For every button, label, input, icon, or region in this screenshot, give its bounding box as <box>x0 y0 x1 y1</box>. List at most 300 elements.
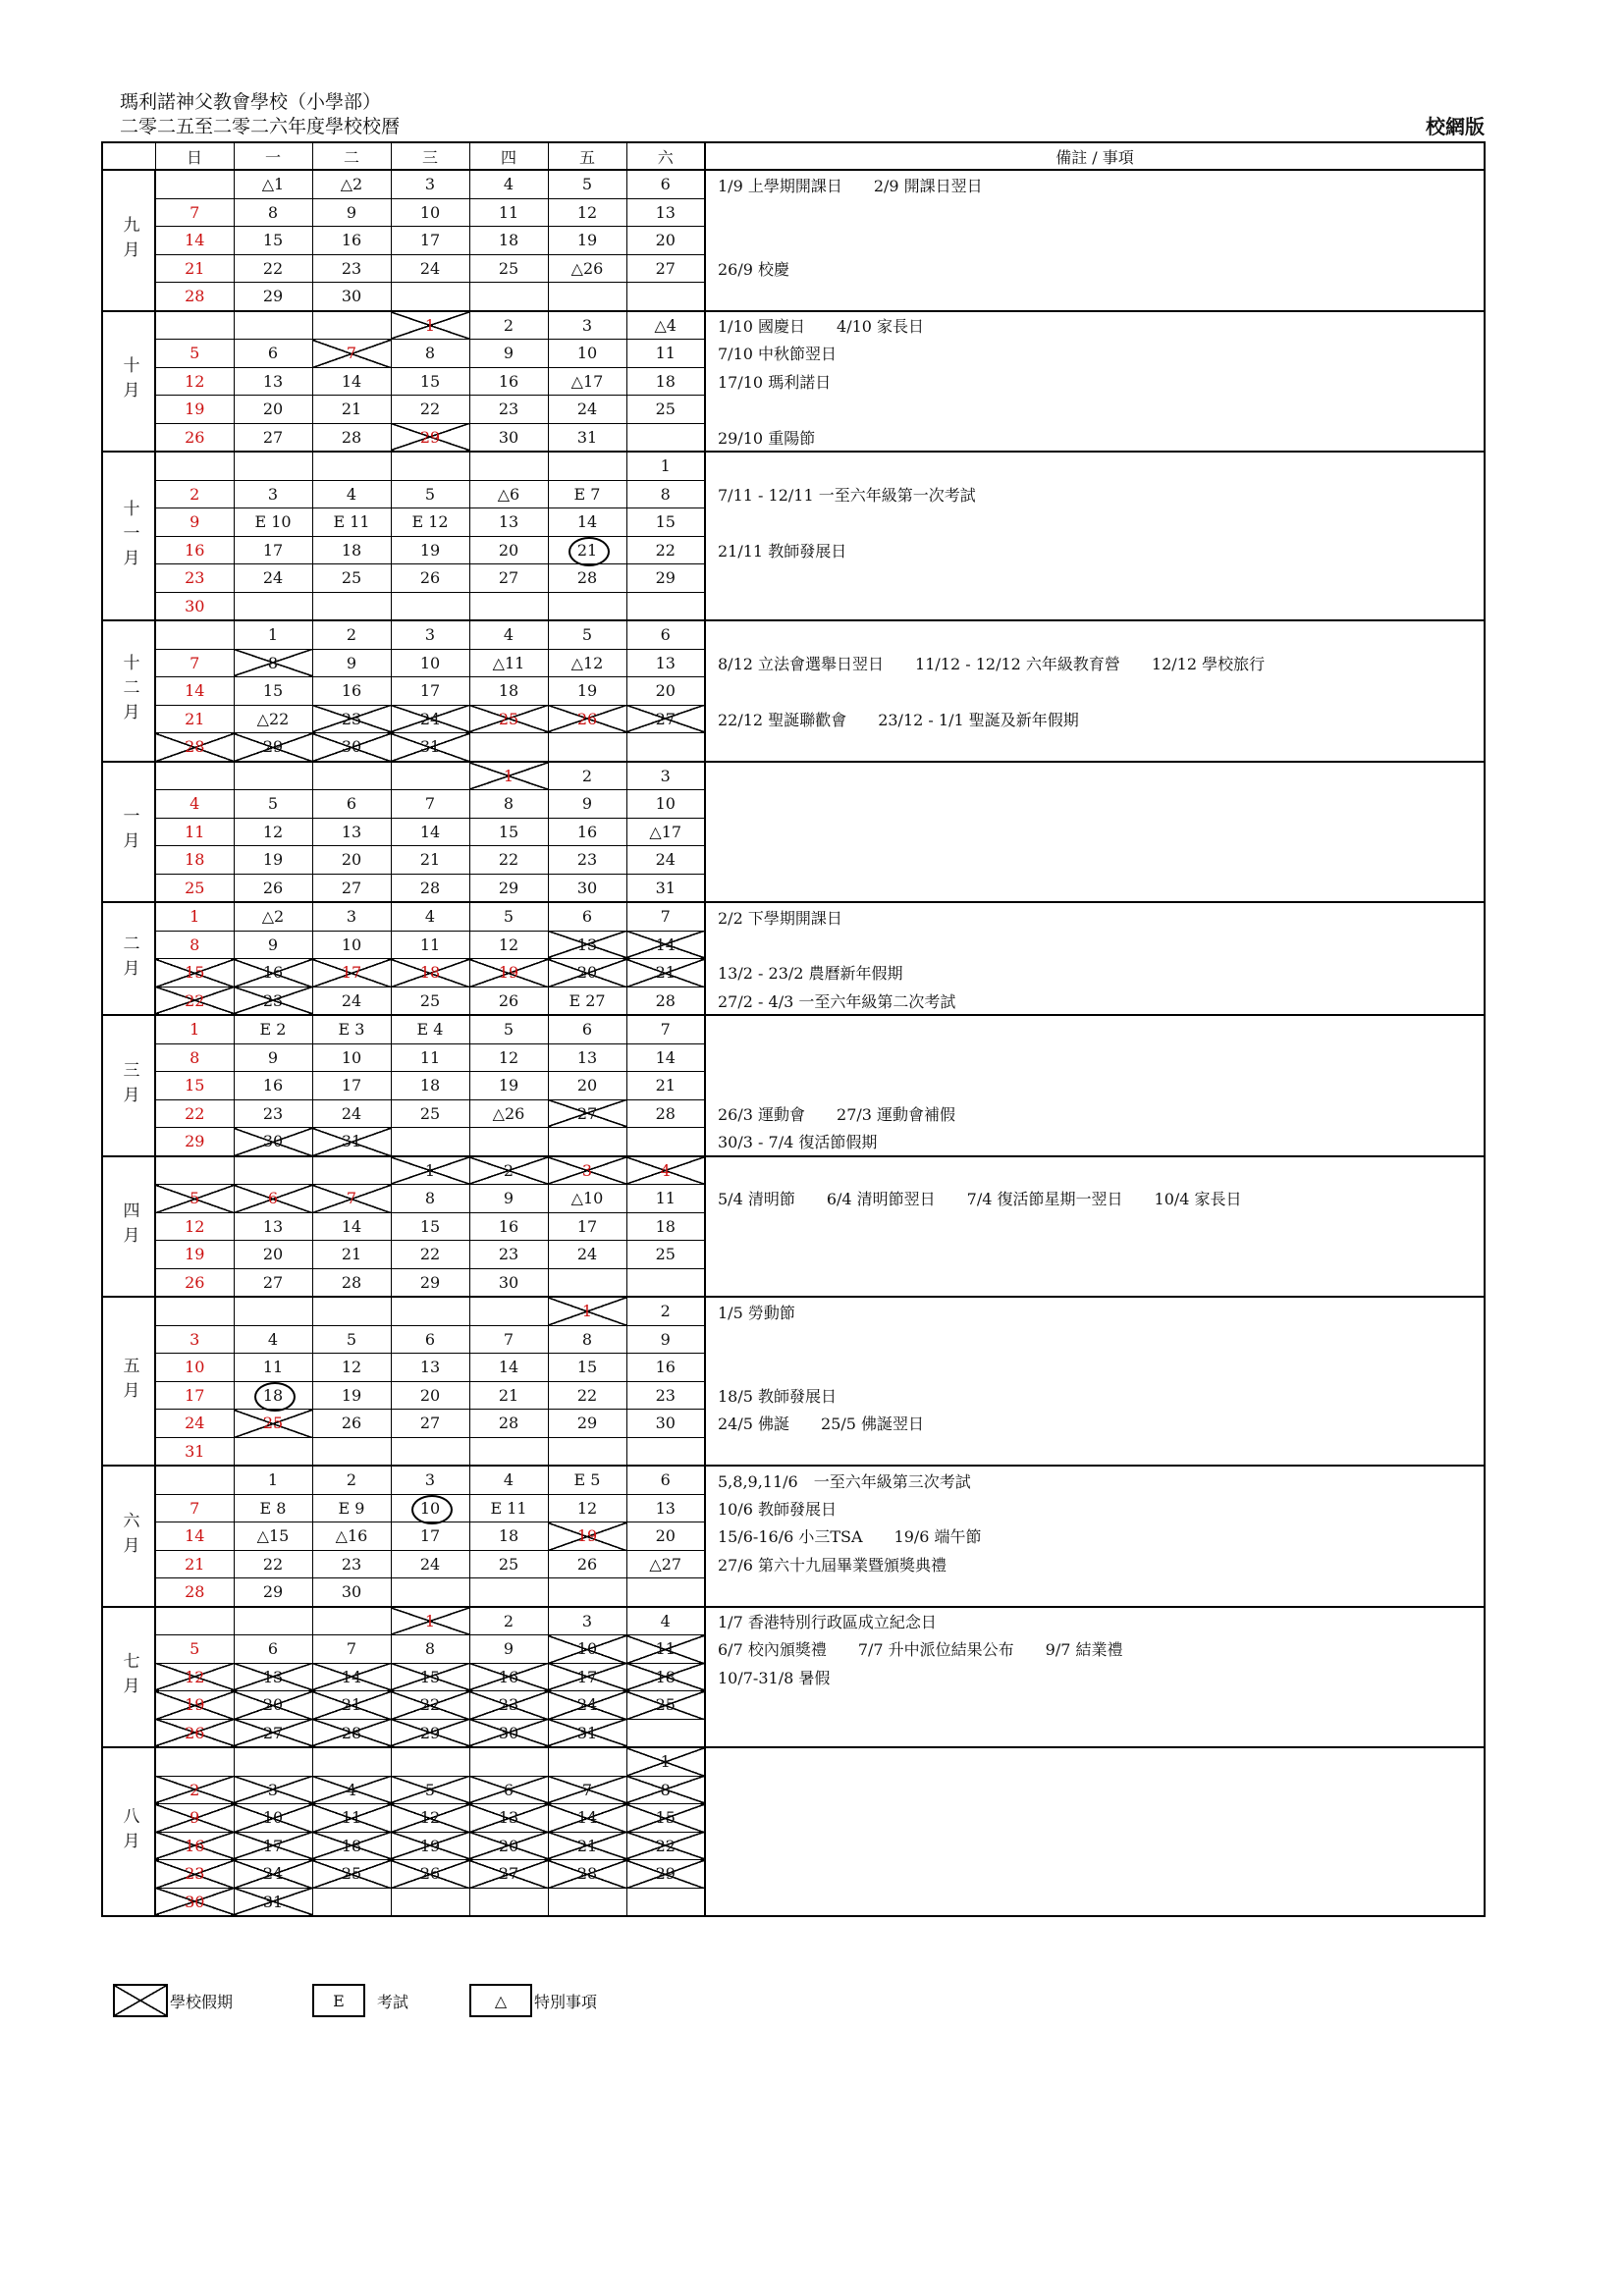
calendar-day: 13 <box>391 1354 469 1382</box>
calendar-day: 18 <box>626 367 705 396</box>
empty-day-cell <box>312 452 391 480</box>
empty-day-cell <box>155 1156 234 1185</box>
calendar-day: 9 <box>155 1804 234 1833</box>
calendar-day: 9 <box>312 198 391 227</box>
calendar-day: △22 <box>234 705 312 733</box>
calendar-day: E 11 <box>312 508 391 537</box>
empty-day-cell <box>469 592 548 620</box>
calendar-day: 5 <box>312 1325 391 1354</box>
event-note <box>705 1268 1485 1297</box>
calendar-day: 19 <box>391 536 469 564</box>
calendar-day: 7 <box>312 1185 391 1213</box>
calendar-day: 6 <box>626 620 705 649</box>
month-label: 八月 <box>102 1747 155 1916</box>
school-name: 瑪利諾神父教會學校（小學部） <box>120 91 382 113</box>
calendar-day: 21 <box>626 959 705 988</box>
calendar-day: 5 <box>548 620 626 649</box>
week-row <box>102 1607 1485 1635</box>
calendar-day: 10 <box>391 649 469 677</box>
calendar-day: 31 <box>548 1719 626 1747</box>
empty-day-cell <box>234 311 312 340</box>
calendar-day: 3 <box>234 480 312 508</box>
calendar-day: 16 <box>155 1832 234 1860</box>
calendar-day: 7 <box>155 198 234 227</box>
calendar-day: 25 <box>391 1099 469 1128</box>
calendar-day: 24 <box>234 564 312 593</box>
event-note <box>705 1691 1485 1720</box>
event-note: 15/6-16/6 小三TSA 19/6 端午節 <box>705 1522 1485 1551</box>
calendar-day: 4 <box>469 170 548 198</box>
week-row <box>102 227 1485 255</box>
calendar-day: △15 <box>234 1522 312 1551</box>
month-label: 七月 <box>102 1607 155 1748</box>
calendar-day: 6 <box>548 1015 626 1043</box>
week-row <box>102 1297 1485 1325</box>
calendar-day: △2 <box>312 170 391 198</box>
calendar-day: 6 <box>469 1776 548 1804</box>
calendar-day: 6 <box>626 170 705 198</box>
empty-day-cell <box>391 1128 469 1156</box>
event-note: 22/12 聖誕聯歡會 23/12 - 1/1 聖誕及新年假期 <box>705 705 1485 733</box>
calendar-day: 18 <box>312 536 391 564</box>
calendar-day: E 8 <box>234 1494 312 1522</box>
calendar-day: 23 <box>469 396 548 424</box>
calendar-day: 2 <box>155 1776 234 1804</box>
empty-day-cell <box>626 283 705 311</box>
calendar-day: 14 <box>155 677 234 706</box>
calendar-day: 13 <box>626 649 705 677</box>
calendar-day: 23 <box>234 1099 312 1128</box>
calendar-day: 15 <box>626 508 705 537</box>
calendar-day: 24 <box>548 1241 626 1269</box>
calendar-day: 21 <box>312 396 391 424</box>
event-note <box>705 1747 1485 1776</box>
calendar-day: E 2 <box>234 1015 312 1043</box>
calendar-day: 10 <box>155 1354 234 1382</box>
event-note: 26/3 運動會 27/3 運動會補假 <box>705 1099 1485 1128</box>
calendar-day: 19 <box>469 959 548 988</box>
calendar-day: 17 <box>391 1522 469 1551</box>
event-note <box>705 1015 1485 1043</box>
calendar-day: 3 <box>626 762 705 790</box>
calendar-day: 17 <box>391 227 469 255</box>
calendar-day: 15 <box>234 677 312 706</box>
calendar-day: 6 <box>234 340 312 368</box>
empty-day-cell <box>312 762 391 790</box>
calendar-day: 27 <box>234 423 312 452</box>
event-note: 21/11 教師發展日 <box>705 536 1485 564</box>
calendar-day: 30 <box>312 733 391 762</box>
calendar-day: 7 <box>469 1325 548 1354</box>
calendar-day: E 11 <box>469 1494 548 1522</box>
calendar-day: 20 <box>548 1072 626 1100</box>
week-row <box>102 1691 1485 1720</box>
calendar-day: 18 <box>469 677 548 706</box>
week-row <box>102 254 1485 283</box>
event-note <box>705 818 1485 846</box>
calendar-day: 12 <box>155 1212 234 1241</box>
week-row <box>102 1437 1485 1466</box>
calendar-day: 3 <box>391 620 469 649</box>
empty-day-cell <box>548 1888 626 1916</box>
calendar-day: 28 <box>548 1860 626 1889</box>
calendar-day: △2 <box>234 902 312 931</box>
calendar-day: 19 <box>155 396 234 424</box>
calendar-day: 12 <box>312 1354 391 1382</box>
calendar-day: E 3 <box>312 1015 391 1043</box>
calendar-day: 15 <box>391 367 469 396</box>
version-label: 校網版 <box>1426 115 1485 138</box>
calendar-day: 1 <box>234 620 312 649</box>
calendar-day: 1 <box>626 452 705 480</box>
empty-day-cell <box>548 1128 626 1156</box>
calendar-day: 16 <box>469 1212 548 1241</box>
empty-day-cell <box>548 733 626 762</box>
event-note <box>705 1043 1485 1072</box>
calendar-day: 22 <box>626 536 705 564</box>
month-label: 一月 <box>102 762 155 903</box>
calendar-day: 30 <box>155 1888 234 1916</box>
empty-day-cell <box>469 1747 548 1776</box>
month-label: 九月 <box>102 170 155 311</box>
event-note: 10/6 教師發展日 <box>705 1494 1485 1522</box>
calendar-day: 8 <box>155 931 234 959</box>
calendar-day: 20 <box>234 396 312 424</box>
event-note <box>705 1578 1485 1607</box>
calendar-day: 10 <box>391 198 469 227</box>
calendar-day: △26 <box>469 1099 548 1128</box>
event-note: 10/7-31/8 暑假 <box>705 1663 1485 1691</box>
event-note <box>705 508 1485 537</box>
week-row <box>102 564 1485 593</box>
weekday-mon: 一 <box>234 142 312 170</box>
empty-day-cell <box>391 283 469 311</box>
event-note <box>705 1776 1485 1804</box>
calendar-day: 14 <box>155 1522 234 1551</box>
calendar-day: 30 <box>469 423 548 452</box>
calendar-day: 23 <box>469 1691 548 1720</box>
empty-day-cell <box>548 283 626 311</box>
empty-day-cell <box>234 592 312 620</box>
event-note <box>705 1832 1485 1860</box>
calendar-day: 3 <box>548 1607 626 1635</box>
calendar-day: 25 <box>312 564 391 593</box>
empty-day-cell <box>312 592 391 620</box>
calendar-day: 28 <box>312 423 391 452</box>
empty-day-cell <box>469 1297 548 1325</box>
event-note: 18/5 教師發展日 <box>705 1381 1485 1410</box>
event-note: 24/5 佛誕 25/5 佛誕翌日 <box>705 1410 1485 1438</box>
calendar-day: 30 <box>155 592 234 620</box>
calendar-day: 23 <box>234 987 312 1015</box>
calendar-day: 24 <box>391 254 469 283</box>
calendar-day: 13 <box>234 1663 312 1691</box>
event-note <box>705 846 1485 875</box>
calendar-day: 29 <box>626 1860 705 1889</box>
calendar-day: 7 <box>312 1635 391 1664</box>
calendar-day: 11 <box>469 198 548 227</box>
empty-day-cell <box>469 283 548 311</box>
calendar-day: 7 <box>155 649 234 677</box>
calendar-day: 21 <box>155 1550 234 1578</box>
calendar-day: 17 <box>312 959 391 988</box>
calendar-day: 4 <box>626 1607 705 1635</box>
calendar-day: △11 <box>469 649 548 677</box>
calendar-day: 20 <box>626 227 705 255</box>
calendar-day: 20 <box>391 1381 469 1410</box>
calendar-day: 6 <box>312 790 391 819</box>
calendar-day: 28 <box>155 733 234 762</box>
empty-day-cell <box>548 1268 626 1297</box>
empty-day-cell <box>469 1888 548 1916</box>
calendar-day: 31 <box>391 733 469 762</box>
calendar-day: 20 <box>312 846 391 875</box>
week-row <box>102 1747 1485 1776</box>
event-note <box>705 620 1485 649</box>
calendar-day: 10 <box>391 1494 469 1522</box>
calendar-day: △1 <box>234 170 312 198</box>
calendar-day: 12 <box>155 367 234 396</box>
event-note: 1/5 勞動節 <box>705 1297 1485 1325</box>
calendar-day: 28 <box>312 1268 391 1297</box>
calendar-day: 13 <box>312 818 391 846</box>
event-note: 5/4 清明節 6/4 清明節翌日 7/4 復活節星期一翌日 10/4 家長日 <box>705 1185 1485 1213</box>
legend-special-label: 特別事項 <box>534 1993 598 2011</box>
month-label: 十一月 <box>102 452 155 620</box>
calendar-day: 4 <box>391 902 469 931</box>
calendar-day: 1 <box>391 1156 469 1185</box>
week-row <box>102 1043 1485 1072</box>
calendar-day: 22 <box>155 987 234 1015</box>
calendar-day: 8 <box>626 1776 705 1804</box>
empty-day-cell <box>234 1297 312 1325</box>
calendar-day: 15 <box>469 818 548 846</box>
calendar-day: 26 <box>548 1550 626 1578</box>
calendar-day: 1 <box>626 1747 705 1776</box>
event-note <box>705 874 1485 902</box>
calendar-day: 22 <box>391 396 469 424</box>
empty-day-cell <box>155 1466 234 1494</box>
calendar-day: 24 <box>234 1860 312 1889</box>
empty-day-cell <box>626 1268 705 1297</box>
empty-day-cell <box>626 592 705 620</box>
calendar-day: 24 <box>626 846 705 875</box>
week-row <box>102 874 1485 902</box>
week-row <box>102 1241 1485 1269</box>
calendar-day: 3 <box>391 1466 469 1494</box>
holiday-cross-icon <box>113 1984 168 2017</box>
calendar-day: 16 <box>312 227 391 255</box>
calendar-day: 18 <box>391 959 469 988</box>
calendar-day: 6 <box>234 1185 312 1213</box>
calendar-day: 23 <box>155 564 234 593</box>
calendar-day: 15 <box>548 1354 626 1382</box>
calendar-day: 29 <box>155 1128 234 1156</box>
empty-day-cell <box>469 1128 548 1156</box>
week-row <box>102 170 1485 198</box>
calendar-day: △17 <box>626 818 705 846</box>
calendar-day: 26 <box>391 1860 469 1889</box>
calendar-day: 7 <box>626 1015 705 1043</box>
calendar-day: 25 <box>626 396 705 424</box>
empty-day-cell <box>312 1747 391 1776</box>
calendar-day: 9 <box>469 1185 548 1213</box>
calendar-title: 二零二五至二零二六年度學校校曆 <box>120 116 401 137</box>
empty-day-cell <box>469 1437 548 1466</box>
calendar-day: 16 <box>234 1072 312 1100</box>
calendar-day: 18 <box>155 846 234 875</box>
calendar-day: 25 <box>391 987 469 1015</box>
event-note: 1/9 上學期開課日 2/9 開課日翌日 <box>705 170 1485 198</box>
calendar-day: 9 <box>626 1325 705 1354</box>
calendar-day: 7 <box>548 1776 626 1804</box>
empty-day-cell <box>234 1437 312 1466</box>
calendar-day: 1 <box>391 311 469 340</box>
calendar-day: 5 <box>391 1776 469 1804</box>
calendar-day: 8 <box>155 1043 234 1072</box>
calendar-day: 13 <box>626 1494 705 1522</box>
calendar-day: 20 <box>469 536 548 564</box>
calendar-day: 23 <box>312 254 391 283</box>
week-row <box>102 1860 1485 1889</box>
calendar-day: 16 <box>548 818 626 846</box>
calendar-day: 14 <box>312 1663 391 1691</box>
calendar-day: 22 <box>469 846 548 875</box>
event-note: 1/7 香港特別行政區成立紀念日 <box>705 1607 1485 1635</box>
empty-day-cell <box>548 1578 626 1607</box>
calendar-day: 20 <box>548 959 626 988</box>
empty-day-cell <box>234 452 312 480</box>
event-note <box>705 1719 1485 1747</box>
empty-day-cell <box>626 423 705 452</box>
month-label: 十二月 <box>102 620 155 762</box>
calendar-day: △12 <box>548 649 626 677</box>
calendar-day: 19 <box>155 1691 234 1720</box>
calendar-day: 21 <box>312 1241 391 1269</box>
month-label: 五月 <box>102 1297 155 1466</box>
week-row <box>102 818 1485 846</box>
calendar-day: 27 <box>626 254 705 283</box>
event-note <box>705 198 1485 227</box>
calendar-day: 5 <box>155 340 234 368</box>
calendar-day: 20 <box>234 1241 312 1269</box>
empty-day-cell <box>391 452 469 480</box>
event-note: 2/2 下學期開課日 <box>705 902 1485 931</box>
calendar-day: 15 <box>391 1212 469 1241</box>
calendar-day: 9 <box>155 508 234 537</box>
calendar-day: 27 <box>234 1268 312 1297</box>
calendar-day: 3 <box>548 311 626 340</box>
month-label: 三月 <box>102 1015 155 1156</box>
calendar-day: 17 <box>548 1663 626 1691</box>
empty-day-cell <box>391 1747 469 1776</box>
empty-day-cell <box>312 1607 391 1635</box>
calendar-day: 27 <box>626 705 705 733</box>
calendar-day: 9 <box>312 649 391 677</box>
empty-day-cell <box>155 452 234 480</box>
week-row <box>102 283 1485 311</box>
calendar-day: 13 <box>469 1804 548 1833</box>
calendar-day: 14 <box>548 1804 626 1833</box>
weekday-wed: 三 <box>391 142 469 170</box>
empty-day-cell <box>391 1888 469 1916</box>
event-note: 8/12 立法會選舉日翌日 11/12 - 12/12 六年級教育營 12/12 學校旅行 <box>705 649 1485 677</box>
event-note <box>705 283 1485 311</box>
event-note: 29/10 重陽節 <box>705 423 1485 452</box>
event-note <box>705 1860 1485 1889</box>
weekday-thu: 四 <box>469 142 548 170</box>
calendar-day: 2 <box>469 311 548 340</box>
event-note: 17/10 瑪利諾日 <box>705 367 1485 396</box>
calendar-day: 14 <box>469 1354 548 1382</box>
event-note <box>705 592 1485 620</box>
calendar-day: 21 <box>626 1072 705 1100</box>
calendar-day: 31 <box>626 874 705 902</box>
calendar-day: 30 <box>312 1578 391 1607</box>
calendar-day: 22 <box>234 1550 312 1578</box>
calendar-day: △26 <box>548 254 626 283</box>
week-row <box>102 367 1485 396</box>
calendar-day: 19 <box>155 1241 234 1269</box>
week-row <box>102 1325 1485 1354</box>
calendar-day: 19 <box>312 1381 391 1410</box>
calendar-day: 19 <box>548 677 626 706</box>
calendar-day: 25 <box>626 1691 705 1720</box>
calendar-day: 23 <box>626 1381 705 1410</box>
calendar-day: 29 <box>391 1268 469 1297</box>
event-note <box>705 1437 1485 1466</box>
calendar-day: 12 <box>155 1663 234 1691</box>
calendar-day: 11 <box>155 818 234 846</box>
empty-day-cell <box>155 620 234 649</box>
calendar-day: 29 <box>391 1719 469 1747</box>
calendar-day: 18 <box>469 1522 548 1551</box>
weekday-tue: 二 <box>312 142 391 170</box>
calendar-day: 22 <box>155 1099 234 1128</box>
calendar-day: 16 <box>312 677 391 706</box>
week-row <box>102 1212 1485 1241</box>
calendar-day: △16 <box>312 1522 391 1551</box>
calendar-day: 5 <box>469 902 548 931</box>
calendar-day: △17 <box>548 367 626 396</box>
empty-day-cell <box>155 311 234 340</box>
calendar-day: 10 <box>312 1043 391 1072</box>
week-row <box>102 508 1485 537</box>
calendar-day: 17 <box>548 1212 626 1241</box>
calendar-day: 29 <box>626 564 705 593</box>
calendar-day: 20 <box>234 1691 312 1720</box>
week-row <box>102 677 1485 706</box>
calendar-day: 12 <box>469 931 548 959</box>
calendar-day: 3 <box>234 1776 312 1804</box>
calendar-day: 5 <box>548 170 626 198</box>
calendar-day: 25 <box>626 1241 705 1269</box>
legend <box>113 1984 702 2019</box>
calendar-day: 14 <box>548 508 626 537</box>
week-row <box>102 620 1485 649</box>
calendar-day: 22 <box>626 1832 705 1860</box>
calendar-day: 4 <box>312 480 391 508</box>
week-row <box>102 1015 1485 1043</box>
calendar-day: 27 <box>312 874 391 902</box>
calendar-day: 27 <box>469 564 548 593</box>
calendar-day: 21 <box>469 1381 548 1410</box>
empty-day-cell <box>312 1156 391 1185</box>
calendar-day: 7 <box>626 902 705 931</box>
calendar-day: 1 <box>391 1607 469 1635</box>
calendar-day: 14 <box>391 818 469 846</box>
calendar-day: 5 <box>469 1015 548 1043</box>
